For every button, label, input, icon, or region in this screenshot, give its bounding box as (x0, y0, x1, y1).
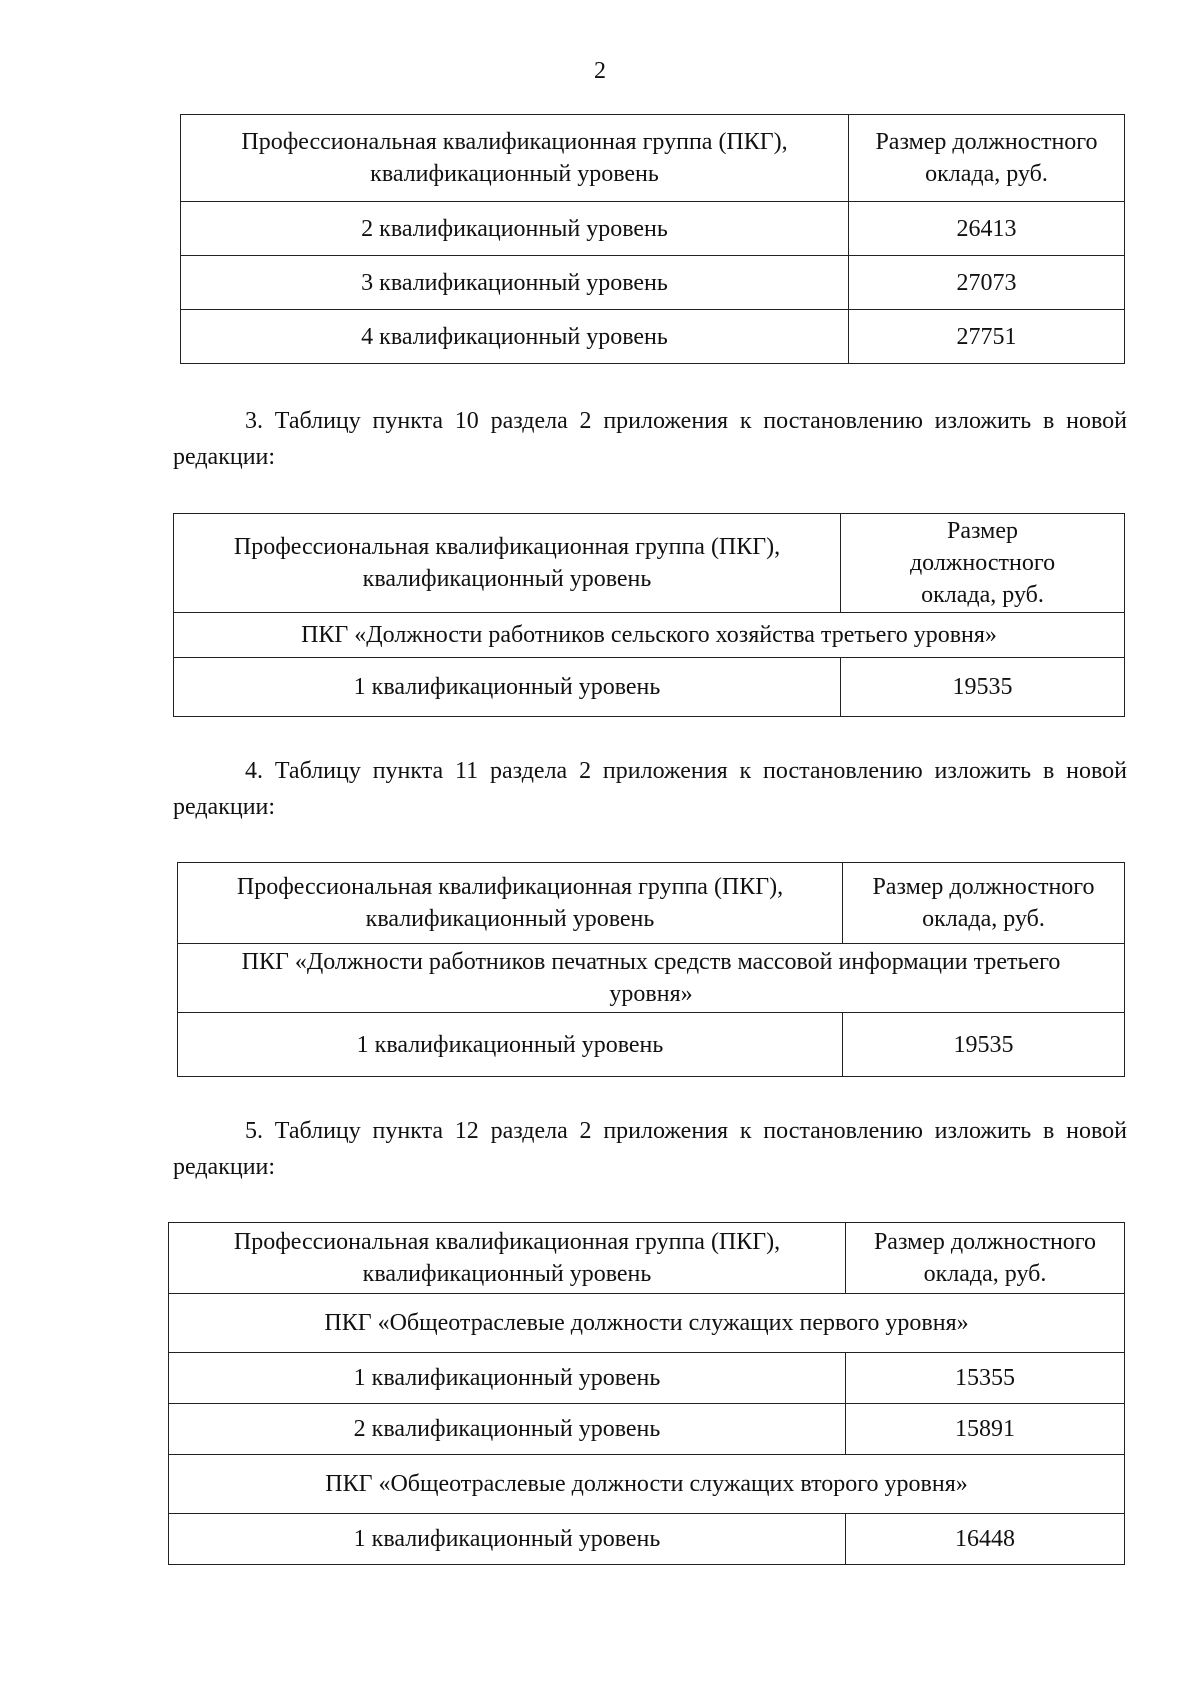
level-cell: 1 квалификационный уровень (169, 1353, 846, 1404)
level-cell: 2 квалификационный уровень (181, 202, 849, 256)
header-salary-cell: Размер должностного оклада, руб. (843, 863, 1125, 944)
table-row (169, 1514, 1125, 1565)
paragraph-4 (173, 753, 1127, 825)
header-salary-cell: Размер должностного оклада, руб. (846, 1223, 1125, 1294)
group-cell: ПКГ «Общеотраслевые должности служащих первого уровня» (169, 1294, 1125, 1353)
paragraph-5 (173, 1113, 1127, 1185)
level-cell: 1 квалификационный уровень (174, 658, 841, 717)
salary-cell: 16448 (846, 1514, 1125, 1565)
header-group-cell: Профессиональная квалификационная группа (ПКГ), квалификационный уровень (178, 863, 843, 944)
group-row (178, 944, 1125, 1013)
header-group-cell: Профессиональная квалификационная группа (ПКГ), квалификационный уровень (174, 514, 841, 613)
table-header-row (178, 863, 1125, 944)
salary-cell: 27751 (849, 310, 1125, 364)
paragraph-5-text: 5. Таблицу пункта 12 раздела 2 приложения к постановлению изложить в новой редакции: (173, 1118, 1127, 1180)
paragraph-3-text: 3. Таблицу пункта 10 раздела 2 приложения к постановлению изложить в новой редакции: (173, 408, 1127, 470)
group-row (169, 1294, 1125, 1353)
table-row (174, 658, 1125, 717)
header-salary-cell: Размер должностного оклада, руб. (841, 514, 1125, 613)
level-cell: 2 квалификационный уровень (169, 1404, 846, 1455)
table-row (169, 1353, 1125, 1404)
header-group-cell: Профессиональная квалификационная группа (ПКГ), квалификационный уровень (181, 115, 849, 202)
salary-table-1 (180, 114, 1125, 364)
level-cell: 3 квалификационный уровень (181, 256, 849, 310)
table-row (178, 1013, 1125, 1077)
level-cell: 4 квалификационный уровень (181, 310, 849, 364)
table-row (169, 1404, 1125, 1455)
salary-table-4 (168, 1222, 1125, 1565)
group-cell: ПКГ «Общеотраслевые должности служащих второго уровня» (169, 1455, 1125, 1514)
salary-table-3 (177, 862, 1125, 1077)
header-salary-cell: Размер должностного оклада, руб. (849, 115, 1125, 202)
group-cell: ПКГ «Должности работников печатных средств массовой информации третьего уровня» (178, 944, 1125, 1013)
page-number: 2 (594, 58, 606, 84)
table-row (181, 202, 1125, 256)
table-header-row (169, 1223, 1125, 1294)
header-group-cell: Профессиональная квалификационная группа (ПКГ), квалификационный уровень (169, 1223, 846, 1294)
salary-cell: 26413 (849, 202, 1125, 256)
salary-cell: 27073 (849, 256, 1125, 310)
table-row (181, 310, 1125, 364)
paragraph-4-text: 4. Таблицу пункта 11 раздела 2 приложения к постановлению изложить в новой редакции: (173, 758, 1127, 820)
group-row (174, 613, 1125, 658)
table-header-row (181, 115, 1125, 202)
group-row (169, 1455, 1125, 1514)
level-cell: 1 квалификационный уровень (178, 1013, 843, 1077)
salary-cell: 19535 (843, 1013, 1125, 1077)
salary-cell: 15891 (846, 1404, 1125, 1455)
paragraph-3 (173, 403, 1127, 475)
salary-cell: 19535 (841, 658, 1125, 717)
salary-cell: 15355 (846, 1353, 1125, 1404)
salary-table-2 (173, 513, 1125, 717)
group-cell: ПКГ «Должности работников сельского хозяйства третьего уровня» (174, 613, 1125, 658)
table-row (181, 256, 1125, 310)
table-header-row (174, 514, 1125, 613)
level-cell: 1 квалификационный уровень (169, 1514, 846, 1565)
